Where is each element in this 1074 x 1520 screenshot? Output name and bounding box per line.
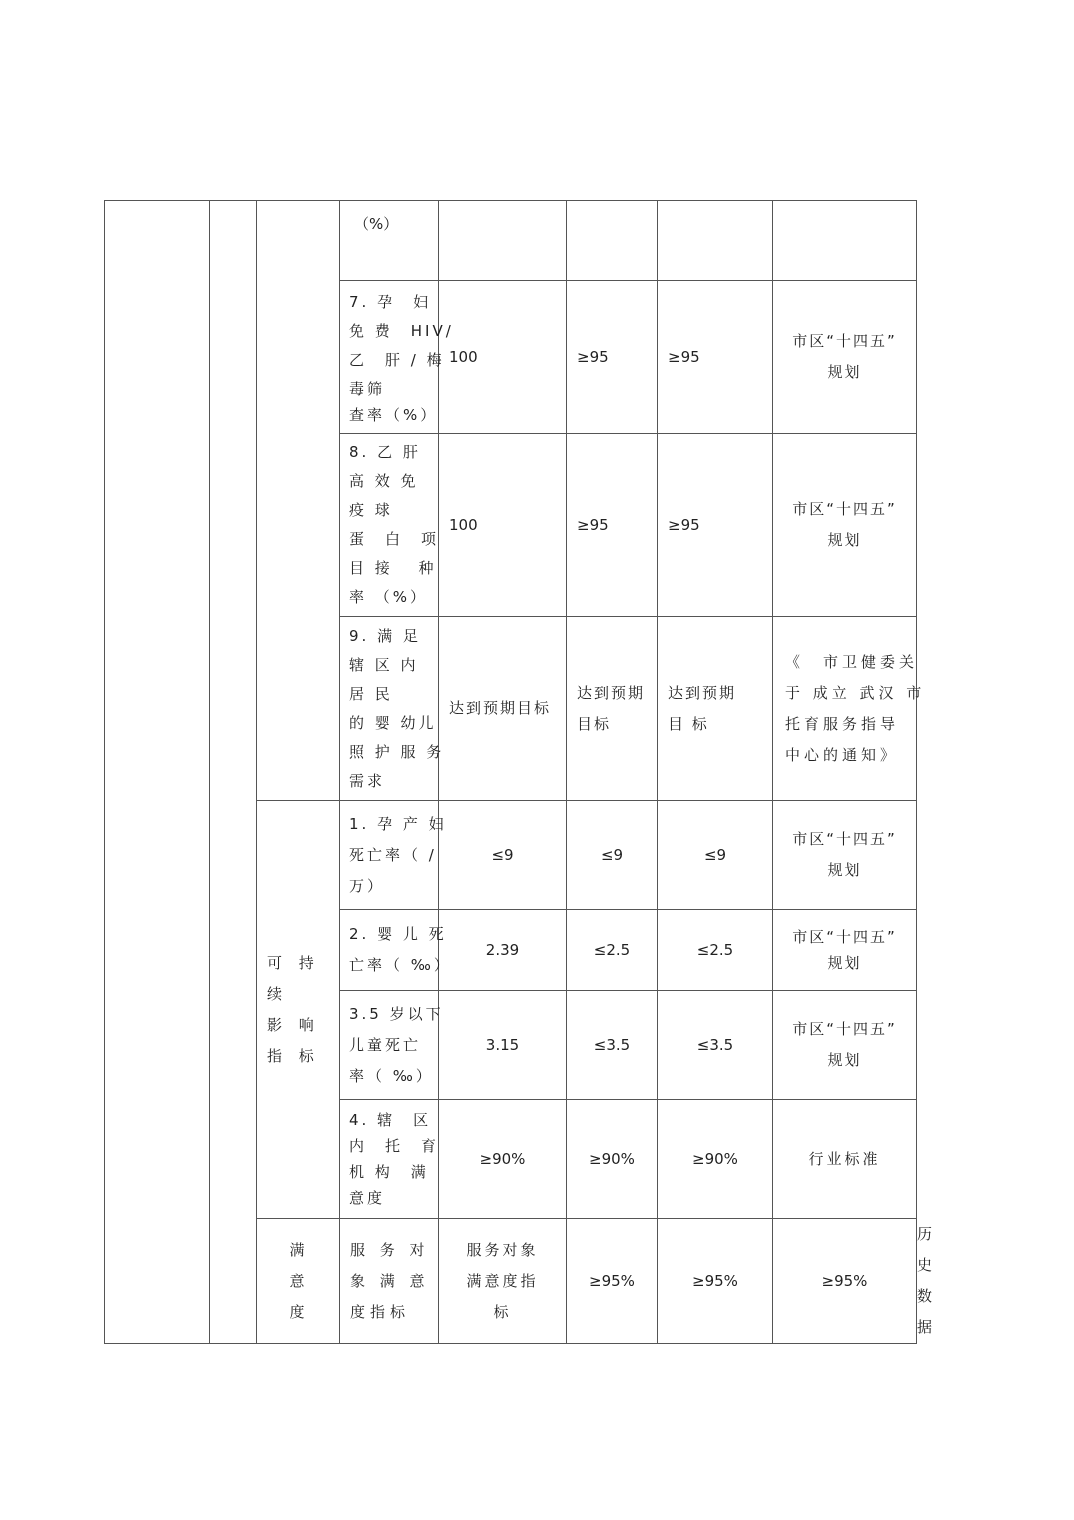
baseline-cell: 3.15 [439, 991, 567, 1100]
indicator-cell: 1. 孕 产 妇 死亡率（ / 万） [340, 801, 439, 910]
target-cell: 达到预期 目 标 [658, 617, 773, 801]
target-cell: ≥95% [658, 1219, 773, 1344]
satisfaction-level1-cell: 满 意 度 [257, 1219, 340, 1344]
indicator-cell: 9. 满 足 辖 区 内 居 民 的 婴 幼儿 照 护 服 务 需求 [340, 617, 439, 801]
sustainable-impact-category: 可 持 续 影 响 指 标 [257, 801, 340, 1219]
target-cell: ≤9 [567, 801, 658, 910]
indicator-cell: 3.5 岁以下 儿童死亡 率（ ‰） [340, 991, 439, 1100]
blank-level1-cell [210, 201, 257, 1344]
basis-cell [773, 201, 917, 281]
baseline-cell: 100 [439, 281, 567, 434]
target-cell: ≤2.5 [567, 910, 658, 991]
indicator-cell: 服务对象 满意度指 标 [439, 1219, 567, 1344]
basis-cell: 市区“十四五” 规划 [773, 281, 917, 434]
performance-indicator-table [104, 200, 936, 1344]
target-cell: ≥95 [658, 434, 773, 617]
baseline-cell: ≥90% [439, 1100, 567, 1219]
target-cell: ≥95 [567, 434, 658, 617]
satisfaction-level2-cell: 服 务 对 象 满 意 度指标 [340, 1219, 439, 1344]
target-cell [567, 201, 658, 281]
indicator-cell: 2. 婴 儿 死 亡率（ ‰） [340, 910, 439, 991]
table-row [105, 201, 917, 281]
target-cell [658, 201, 773, 281]
basis-cell: 市区“十四五” 规划 [773, 801, 917, 910]
target-cell: ≤2.5 [658, 910, 773, 991]
target-cell: ≥95% [773, 1219, 917, 1344]
baseline-cell: 100 [439, 434, 567, 617]
indicator-cell: 8. 乙 肝 高 效 免 疫 球 蛋 白 项 目 接 种 率 （%） [340, 434, 439, 617]
table-row: 满 意 度 服 务 对 象 满 意 度指标 服务对象 满意度指 标 ≥95% ≥95% ≥95% 历史数据 [105, 1219, 917, 1344]
target-cell: ≥95 [567, 281, 658, 434]
basis-cell: 市区“十四五” 规划 [773, 991, 917, 1100]
basis-cell: 行业标准 [773, 1100, 917, 1219]
baseline-cell [439, 201, 567, 281]
target-cell: ≤3.5 [567, 991, 658, 1100]
target-cell: ≥95 [658, 281, 773, 434]
basis-cell: 市区“十四五” 规划 [773, 434, 917, 617]
blank-level2-cell [257, 201, 340, 801]
indicator-cell: （%） [340, 201, 439, 281]
baseline-cell: ≤9 [439, 801, 567, 910]
target-cell: ≥90% [567, 1100, 658, 1219]
indicator-cell: 7. 孕 妇 免 费 HIV/ 乙 肝 / 梅 毒筛 查率（%） [340, 281, 439, 434]
target-cell: ≥90% [658, 1100, 773, 1219]
baseline-cell: ≥95% [567, 1219, 658, 1344]
target-cell: ≤3.5 [658, 991, 773, 1100]
target-cell: ≤9 [658, 801, 773, 910]
basis-cell: 《 市卫健委关 于 成立 武汉 市 托育服务指导 中心的通知》 [773, 617, 917, 801]
basis-cell: 市区“十四五” 规划 [773, 910, 917, 991]
indicator-cell: 4. 辖 区 内 托 育 机 构 满 意度 [340, 1100, 439, 1219]
baseline-cell: 2.39 [439, 910, 567, 991]
baseline-cell: 达到预期目标 [439, 617, 567, 801]
target-cell: 达到预期 目标 [567, 617, 658, 801]
blank-first-column [105, 201, 210, 1344]
